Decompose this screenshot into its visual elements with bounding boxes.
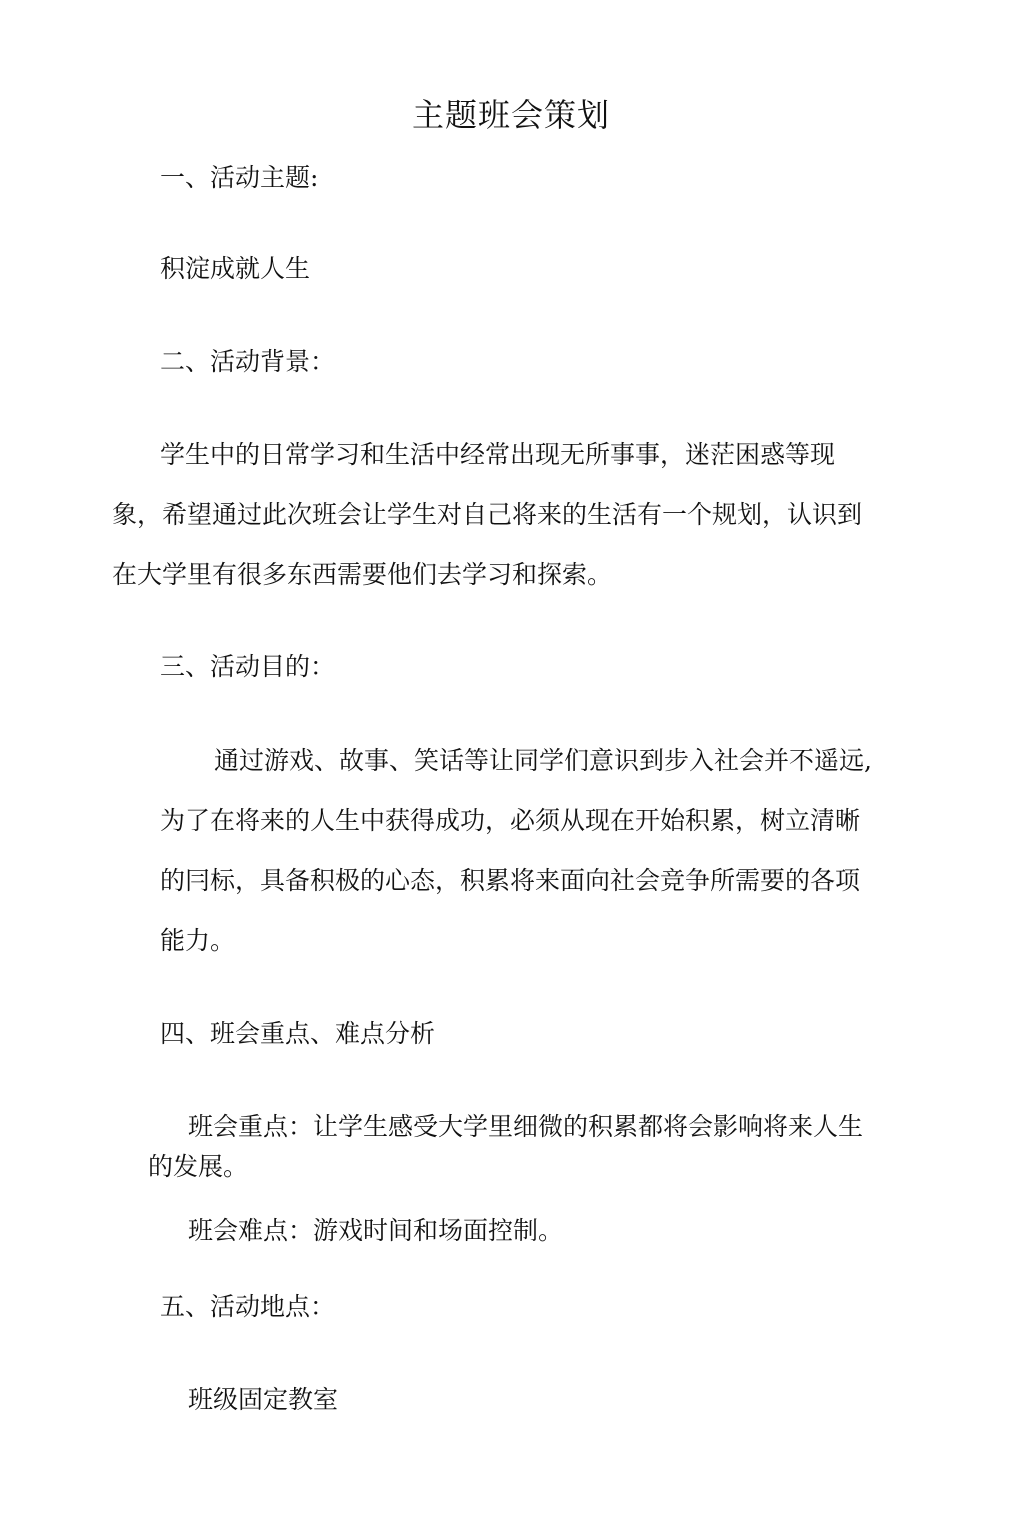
key-point-line-1: 班会重点：让学生感受大学里细微的积累都将会影响将来人生 [188,1112,864,1141]
section-heading-background: 二、活动背景： [160,347,336,376]
purpose-line-3: 的冃标，具备积极的心态，积累将来面向社会竞争所需要的各项 [160,866,861,895]
difficulty-line: 班会难点：游戏时间和场面控制。 [188,1216,564,1245]
section-heading-location: 五、活动地点： [160,1292,336,1321]
location-text: 班级固定教室 [188,1385,339,1414]
section-heading-purpose: 三、活动目的： [160,652,336,681]
key-point-line-2: 的发展。 [148,1152,249,1181]
section-heading-key-points: 四、班会重点、难点分析 [160,1019,436,1048]
background-line-3: 在大学里有很多东西需要他们去学习和探索。 [112,560,613,589]
theme-text: 积淀成就人生 [160,254,311,283]
background-line-1: 学生中的日常学习和生活中经常出现无所事事，迷茫困惑等现 [160,440,836,469]
purpose-line-2: 为了在将来的人生中获得成功，必须从现在开始积累，树立清晰 [160,806,861,835]
purpose-line-1: 通过游戏、故事、笑话等让同学们意识到步入社会并不遥远, [214,746,872,775]
purpose-line-4: 能力。 [160,926,236,955]
background-line-2: 象，希望通过此次班会让学生对自己将来的生活有一个规划，认识到 [112,500,863,529]
page-title: 主题班会策划 [412,96,611,134]
section-heading-theme: 一、活动主题: [160,163,319,192]
